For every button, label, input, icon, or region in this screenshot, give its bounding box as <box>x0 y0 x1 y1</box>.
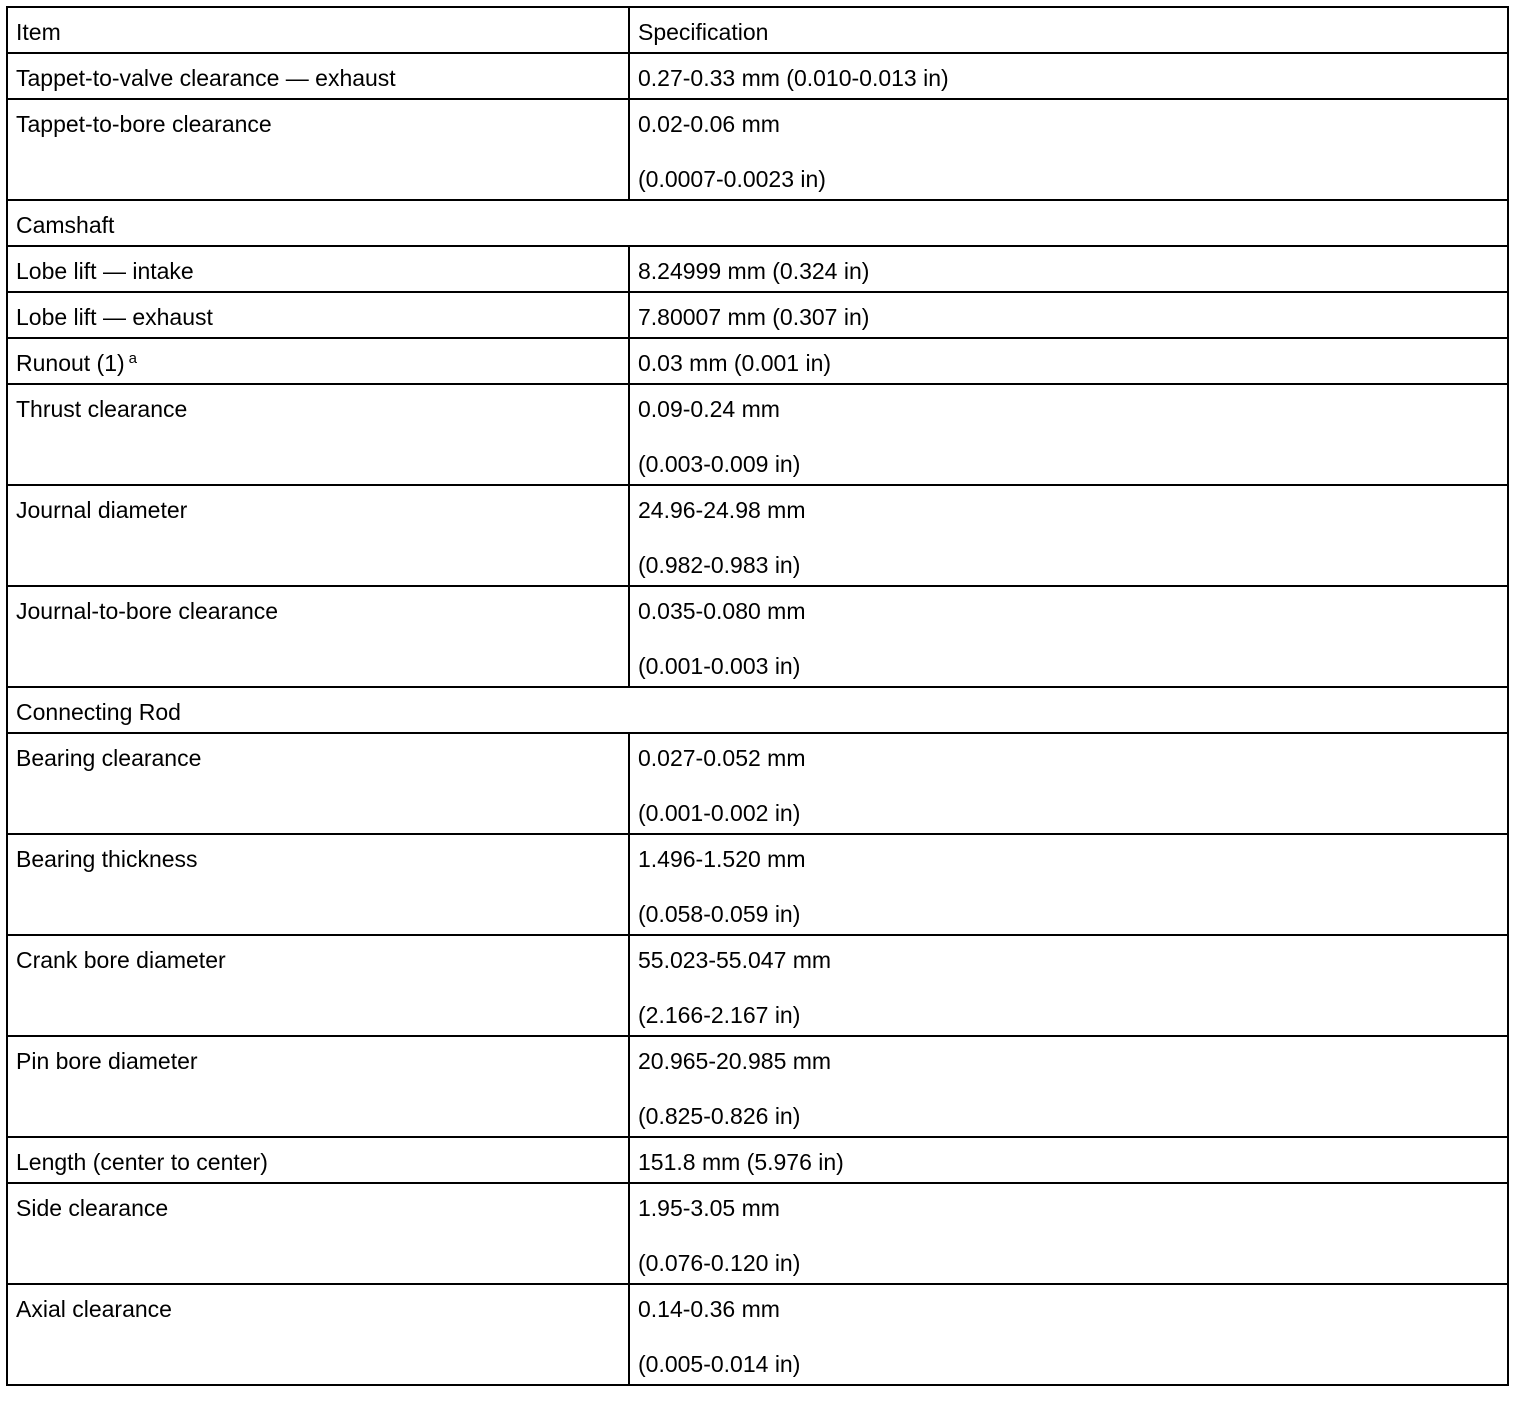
item-cell <box>7 292 629 338</box>
spec-value-imperial: (0.003-0.009 in) <box>638 451 801 477</box>
item-label: Bearing clearance <box>16 745 202 771</box>
spec-value: 8.24999 mm (0.324 in) <box>638 258 870 284</box>
table-row <box>7 834 1508 935</box>
item-label: Tappet-to-valve clearance — exhaust <box>16 65 396 91</box>
spec-cell <box>629 53 1508 99</box>
spec-value-imperial: (0.005-0.014 in) <box>638 1351 801 1377</box>
item-cell <box>7 338 629 384</box>
header-item <box>7 7 629 53</box>
spec-value-imperial: (0.058-0.059 in) <box>638 901 801 927</box>
spec-value: 151.8 mm (5.976 in) <box>638 1149 844 1175</box>
table-row <box>7 1036 1508 1137</box>
table-row <box>7 586 1508 687</box>
item-label-wrap <box>16 100 628 136</box>
table-header <box>7 7 1508 53</box>
table-row <box>7 935 1508 1036</box>
item-label-wrap <box>16 339 628 375</box>
item-label-wrap <box>16 1037 628 1073</box>
spec-value-imperial: (0.076-0.120 in) <box>638 1250 801 1276</box>
spec-cell <box>629 338 1508 384</box>
item-label: Length (center to center) <box>16 1149 268 1175</box>
spec-cell <box>629 1183 1508 1284</box>
item-label-wrap <box>16 486 628 522</box>
spec-value-imperial: (0.0007-0.0023 in) <box>638 166 826 192</box>
spec-cell <box>629 292 1508 338</box>
item-cell <box>7 586 629 687</box>
item-label: Lobe lift — exhaust <box>16 304 213 330</box>
item-label: Thrust clearance <box>16 396 188 422</box>
spec-cell <box>629 733 1508 834</box>
spec-cell <box>629 1284 1508 1385</box>
spec-value: 0.035-0.080 mm <box>638 598 806 624</box>
table-row <box>7 485 1508 586</box>
table-row <box>7 1137 1508 1183</box>
spec-value: 0.03 mm (0.001 in) <box>638 350 832 376</box>
spec-value-imperial: (0.001-0.002 in) <box>638 800 801 826</box>
spec-value-imperial: (0.982-0.983 in) <box>638 552 801 578</box>
item-label: Pin bore diameter <box>16 1048 198 1074</box>
spec-cell <box>629 246 1508 292</box>
item-cell <box>7 733 629 834</box>
item-label-wrap <box>16 734 628 770</box>
spec-value: 0.027-0.052 mm <box>638 745 806 771</box>
item-label-wrap <box>16 385 628 421</box>
header-item-label: Item <box>16 19 61 45</box>
section-title-label: Connecting Rod <box>16 699 181 725</box>
item-cell <box>7 53 629 99</box>
item-label-wrap <box>16 936 628 972</box>
spec-value: 0.14-0.36 mm <box>638 1296 780 1322</box>
table-body <box>7 53 1508 1385</box>
item-label-wrap <box>16 54 628 90</box>
spec-value-imperial: (0.825-0.826 in) <box>638 1103 801 1129</box>
item-cell <box>7 935 629 1036</box>
spec-value: 1.496-1.520 mm <box>638 846 806 872</box>
spec-value: 55.023-55.047 mm <box>638 947 832 973</box>
table-row <box>7 99 1508 200</box>
spec-value: 1.95-3.05 mm <box>638 1195 780 1221</box>
header-spec-label: Specification <box>638 19 769 45</box>
spec-cell <box>629 384 1508 485</box>
item-label: Journal-to-bore clearance <box>16 598 279 624</box>
item-label-wrap <box>16 1285 628 1321</box>
table-row <box>7 733 1508 834</box>
spec-value: 20.965-20.985 mm <box>638 1048 832 1074</box>
spec-value: 0.27-0.33 mm (0.010-0.013 in) <box>638 65 949 91</box>
item-label: Side clearance <box>16 1195 169 1221</box>
item-cell <box>7 1183 629 1284</box>
spec-value-imperial: (2.166-2.167 in) <box>638 1002 801 1028</box>
section-title-label: Camshaft <box>16 212 115 238</box>
item-cell <box>7 384 629 485</box>
header-spec <box>629 7 1508 53</box>
item-cell <box>7 246 629 292</box>
item-label-wrap <box>16 1138 628 1174</box>
section-title <box>7 687 1508 733</box>
table-row <box>7 1183 1508 1284</box>
item-label: Tappet-to-bore clearance <box>16 111 272 137</box>
spec-cell <box>629 1036 1508 1137</box>
item-label: Runout (1) <box>16 350 125 376</box>
spec-cell <box>629 485 1508 586</box>
item-cell <box>7 1137 629 1183</box>
table-row <box>7 384 1508 485</box>
spec-value: 0.02-0.06 mm <box>638 111 780 137</box>
spec-cell <box>629 1137 1508 1183</box>
item-label-wrap <box>16 293 628 329</box>
section-title <box>7 200 1508 246</box>
item-label: Axial clearance <box>16 1296 172 1322</box>
spec-value: 24.96-24.98 mm <box>638 497 806 523</box>
item-cell <box>7 485 629 586</box>
spec-cell <box>629 935 1508 1036</box>
item-label: Lobe lift — intake <box>16 258 194 284</box>
spec-cell <box>629 834 1508 935</box>
item-label: Journal diameter <box>16 497 188 523</box>
section-row <box>7 687 1508 733</box>
spec-cell <box>629 586 1508 687</box>
spec-table <box>6 6 1509 1386</box>
header-row <box>7 7 1508 53</box>
item-label: Bearing thickness <box>16 846 198 872</box>
table-row <box>7 1284 1508 1385</box>
spec-value-imperial: (0.001-0.003 in) <box>638 653 801 679</box>
item-cell <box>7 1036 629 1137</box>
item-cell <box>7 1284 629 1385</box>
spec-cell <box>629 99 1508 200</box>
table-row <box>7 246 1508 292</box>
section-row <box>7 200 1508 246</box>
item-label: Crank bore diameter <box>16 947 226 973</box>
table-row <box>7 338 1508 384</box>
table-row <box>7 292 1508 338</box>
item-cell <box>7 834 629 935</box>
spec-value: 0.09-0.24 mm <box>638 396 780 422</box>
item-label-wrap <box>16 835 628 871</box>
item-label-wrap <box>16 247 628 283</box>
item-cell <box>7 99 629 200</box>
footnote-marker: a <box>128 350 138 367</box>
item-label-wrap <box>16 587 628 623</box>
table-row <box>7 53 1508 99</box>
spec-value: 7.80007 mm (0.307 in) <box>638 304 870 330</box>
item-label-wrap <box>16 1184 628 1220</box>
